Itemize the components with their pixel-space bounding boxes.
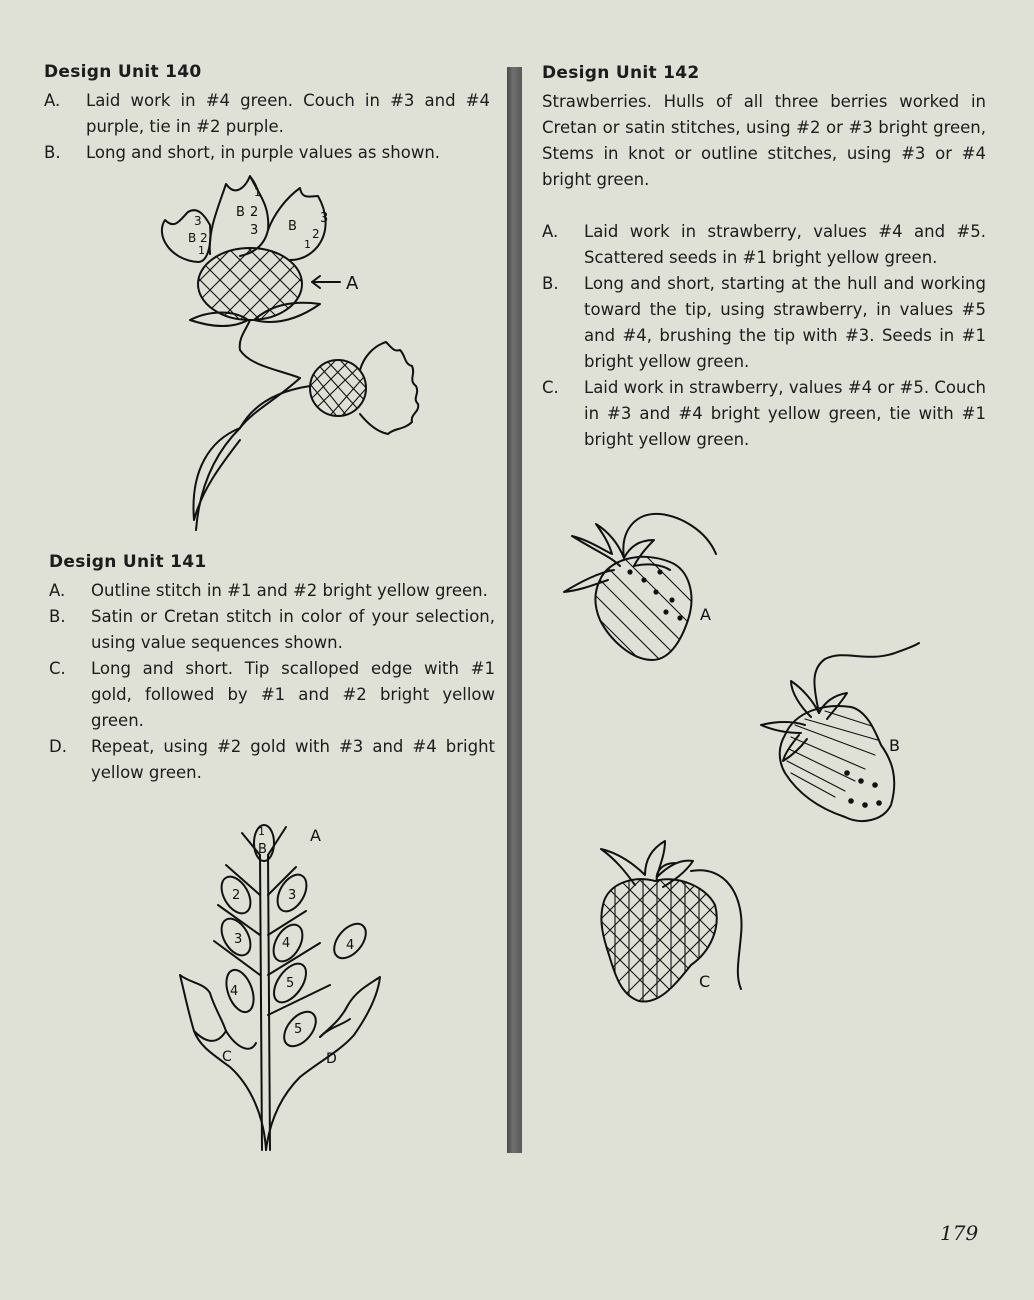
item-letter: C.: [49, 659, 66, 678]
value-label: 4: [282, 936, 291, 951]
unit-142-intro: Strawberries. Hulls of all three berries worked in Cretan or satin stitches, using #2 or #3 bright green, Stems in knot or outline stitches, using #3 or #4 bright green.: [542, 92, 986, 189]
item-text: Laid work in strawberry, values #4 and #5. Scattered seeds in #1 bright yellow green.: [584, 222, 986, 267]
list-item: [542, 219, 986, 271]
seeds: [628, 570, 681, 619]
value-label: 3: [320, 211, 329, 226]
label-c: C: [222, 1049, 232, 1065]
unit-140-instructions: [44, 88, 490, 166]
value-label: 5: [286, 976, 295, 991]
list-item: [49, 734, 495, 786]
value-label: 4: [230, 984, 239, 999]
flower-illustration: [150, 170, 450, 540]
unit-140-title: Design Unit 140: [44, 62, 202, 82]
item-text: Laid work in strawberry, values #4 or #5. Couch in #3 and #4 bright yellow green, tie with #1 bright yellow green.: [584, 378, 986, 449]
label-b: B: [889, 736, 900, 755]
label-b: B: [258, 842, 267, 857]
column-divider: [507, 67, 522, 1153]
label-c: C: [699, 972, 711, 991]
strawberry-b-illustration: [755, 645, 925, 830]
list-item: [49, 578, 495, 604]
unit-141-title: Design Unit 141: [49, 552, 207, 572]
design-unit-140: [44, 62, 490, 166]
item-text: Satin or Cretan stitch in color of your selection, using value sequences shown.: [91, 607, 495, 652]
list-item: [49, 656, 495, 734]
value-label: B: [236, 205, 245, 220]
item-text: Outline stitch in #1 and #2 bright yellow green.: [91, 581, 488, 600]
unit-142-instructions: [542, 219, 986, 453]
value-label: 2: [200, 231, 208, 245]
unit-141-instructions: [49, 578, 495, 786]
list-item: [44, 88, 490, 140]
label-a: A: [700, 605, 711, 624]
item-letter: B.: [44, 143, 61, 162]
item-text: Long and short. Tip scalloped edge with #1 gold, followed by #1 and #2 bright yellow green.: [91, 659, 495, 730]
item-letter: A.: [44, 91, 61, 110]
seeds: [845, 771, 881, 807]
item-letter: B.: [542, 274, 559, 293]
value-label: 1: [258, 825, 265, 838]
item-text: Long and short, in purple values as shown.: [86, 143, 441, 162]
label-d: D: [326, 1051, 337, 1067]
item-text: Laid work in #4 green. Couch in #3 and #4 purple, tie in #2 purple.: [86, 91, 490, 136]
label-a: A: [346, 273, 359, 294]
value-label: 2: [232, 888, 241, 903]
crosshatch: [595, 875, 735, 1005]
value-label: 3: [288, 888, 297, 903]
value-label: 3: [250, 223, 259, 238]
value-label: 3: [194, 214, 202, 228]
value-label: 1: [304, 238, 311, 251]
list-item: [49, 604, 495, 656]
design-unit-142: [542, 63, 986, 453]
list-item: [542, 271, 986, 375]
item-letter: A.: [542, 222, 559, 241]
item-text: Repeat, using #2 gold with #3 and #4 bright yellow green.: [91, 737, 495, 782]
value-label: 2: [250, 205, 259, 220]
strawberry-c-illustration: [595, 835, 755, 1010]
list-item: [44, 140, 490, 166]
design-unit-141: [49, 552, 495, 786]
strawberry-a-illustration: [560, 510, 730, 670]
item-letter: B.: [49, 607, 66, 626]
item-letter: A.: [49, 581, 66, 600]
value-label: 1: [198, 244, 205, 257]
list-item: [542, 375, 986, 453]
leaf-illustration: [170, 815, 390, 1155]
value-label: 1: [254, 186, 261, 199]
item-text: Long and short, starting at the hull and working toward the tip, using strawberry, in values #5 and #4, brushing the tip with #3. Seeds in #1 bright yellow green.: [584, 274, 986, 371]
value-label: B: [188, 231, 197, 245]
item-letter: D.: [49, 737, 67, 756]
unit-142-title: Design Unit 142: [542, 63, 700, 83]
value-label: 2: [312, 227, 320, 241]
label-a: A: [310, 826, 321, 845]
value-label: B: [288, 219, 297, 234]
value-label: 4: [346, 938, 355, 953]
item-letter: C.: [542, 378, 559, 397]
value-label: 3: [234, 932, 243, 947]
page-number: 179: [940, 1221, 979, 1245]
value-label: 5: [294, 1022, 303, 1037]
